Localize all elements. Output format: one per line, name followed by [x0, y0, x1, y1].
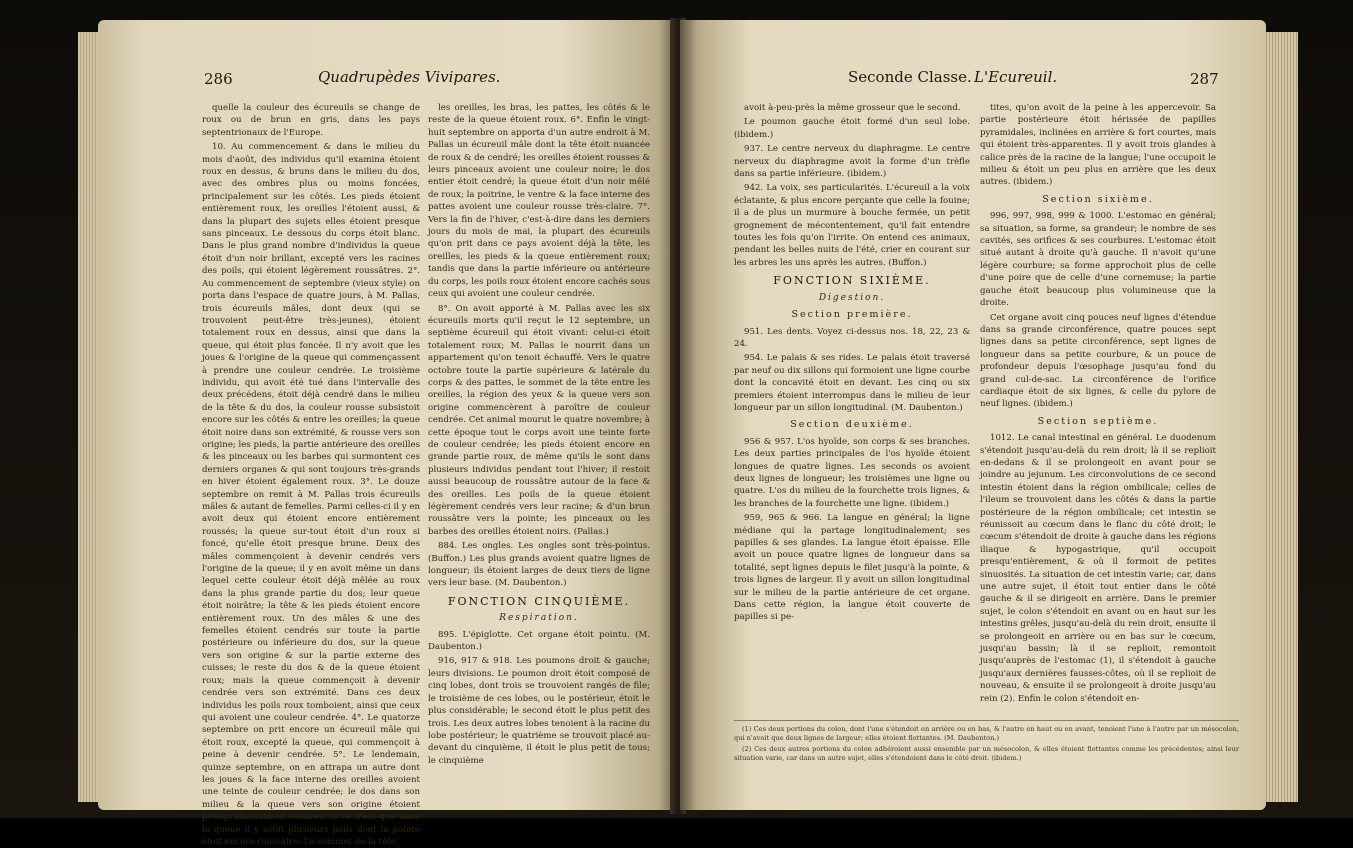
- right-page: [680, 20, 1266, 810]
- left-column-2: [428, 102, 650, 802]
- paragraph: 959, 965 & 966. La langue en général; la ligne médiane qui la partage longitudinalement; ses papilles & ses glandes. La langue étoit épaisse. Elle avoit un pouce quatre lignes de longueur dans sa totalité, sept lignes depuis le filet jusqu'à la pointe, & trois lignes de largeur. Il y avoit un sillon longitudinal sur le milieu de la partie antérieure de cet organe. Dans cette région, la langue étoit couverte de papilles si pe-: [734, 513, 970, 623]
- footnote: (2) Ces deux autres portions du colon adhéroient aussi ensemble par un mésocolon, & elles étoient flottantes comme les précédentes; ainsi leur situation varie, car dans un autre sujet, elles s'étendoient dans le côté droit. (ibidem.): [734, 745, 1239, 762]
- section-heading: FONCTION SIXIÈME.: [773, 274, 931, 288]
- paragraph: Le poumon gauche étoit formé d'un seul lobe. (ibidem.): [734, 117, 970, 140]
- paragraph: les oreilles, les bras, les pattes, les côtés & le reste de la queue étoient roux. 6°. Enfin le vingt-huit septembre on apporta d'un autre endroit à M. Pallas un écureuil mâle dont la tête étoit nuancée de roux & de cendré; les oreilles étoient rousses & leurs pinceaux avoient une couleur noire; le dos entier étoit cendré; la queue étoit d'un noir mêlé de roux; la poitrine, le ventre & la face interne des pattes avoient une couleur rousse très-claire. 7°. Vers la fin de l'hiver, c'est-à-dire dans les derniers jours du mois de mai, la plupart des écureuils qu'on prit dans ce pays avoient déjà la tête, les oreilles, les pieds & la queue entièrement roux; tandis que dans la partie inférieure ou antérieure du corps, les poils roux étoient encore cachés sous ceux qui avoient une couleur cendrée.: [428, 103, 650, 300]
- paragraph: 1012. Le canal intestinal en général. Le duodenum s'étendoit jusqu'au-delà du rein droit; là il se replioit en-dedans & il se prolongeoit en avant pour se joindre au jejunum. Les circonvolutions de ce second intestin étoient dans la région ombilicale; celles de l'ileum se trouvoient dans les côtés & dans la partie postérieure de la région ombilicale; cet intestin se réunissoit au cœcum dans le flanc du côté droit; le cœcum s'étendoit de droite à gauche dans les régions iliaque & hypogastrique, qu'il occupoit presqu'entièrement, & où il formoit de petites sinuosités. La situation de cet intestin varie; car, dans une autre sujet, il étoit tout entier dans le côté gauche & il se dirigeoit en arrière. Dans le premier sujet, le colon s'étendoit en avant ou en haut sur les intestins grêles, jusqu'au-delà du rein droit, ensuite il se prolongeoit en arrière ou en bas sur le cœcum, jusqu'au bassin; là il se replioit, remontoit jusqu'auprès de l'estomac (1), il s'étendoit à gauche jusqu'aux dernières fausses-côtes, où il se replioit de nouveau, & ensuite il se prolongeoit à droite jusqu'au rein (2). Enfin le colon s'étendoit en-: [980, 433, 1216, 704]
- paragraph: Cet organe avoit cinq pouces neuf lignes d'étendue dans sa grande circonférence, quatre pouces sept lignes dans sa petite circonférence, sept lignes de longueur dans sa petite courbure, & un pouce de profondeur depuis l'œsophage jusqu'au fond du grand cul-de-sac. La circonférence de l'orifice cardiaque étoit de six lignes, & celle du pylore de neuf lignes. (ibidem.): [980, 312, 1216, 410]
- right-column-2: [980, 102, 1216, 712]
- paragraph: 954. Le palais & ses rides. Le palais étoit traversé par neuf ou dix sillons qui formoient une ligne courbe dont la concavité étoit en devant. Les cinq ou six premiers étoient interrompus dans le milieu de leur longueur par un sillon longitudinal. (M. Daubenton.): [734, 353, 970, 413]
- paragraph: avoit à-peu-près la même grosseur que le second.: [744, 103, 961, 113]
- left-column-1: [202, 102, 421, 847]
- section-title: Section première.: [791, 309, 913, 321]
- paragraph: 956 & 957. L'os hyoïde, son corps & ses branches. Les deux parties principales de l'os hyoïde étoient longues de quatre lignes. Les seconds os avoient deux lignes de longueur; les troisièmes une ligne ou quatre. L'os du milieu de la fourchette trois lignes, & les branches de la fourchette une ligne. (ibidem.): [734, 436, 970, 509]
- paragraph: 916, 917 & 918. Les poumons droit & gauche; leurs divisions. Le poumon droit étoit composé de cinq lobes, dont trois se trouvoient rangés de file; le troisième de ces lobes, ou le postérieur, étoit le plus considérable; le second étoit le plus petit des trois. Les deux autres lobes tenoient à la racine du lobe postérieur; le quatrième se trouvoit placé au-devant du cinquième, il étoit le plus petit de tous; le cinquième: [428, 656, 650, 766]
- right-running-head-right: L'Ecureuil.: [974, 68, 1058, 86]
- right-running-head-left: Seconde Classe.: [848, 68, 972, 86]
- footnotes: [734, 720, 1239, 765]
- paragraph: 942. La voix, ses particularités. L'écureuil a la voix éclatante, & plus encore perçante que celle la fouine; il a de plus un murmure à bouche fermée, un petit grognement de mécontentement, qu'il fait entendre toutes les fois qu'on l'irrite. On entend ces animaux, pendant les belles nuits de l'été, crier en courant sur les arbres les uns après les autres. (Buffon.): [734, 183, 970, 268]
- right-column-1: [734, 102, 970, 712]
- paragraph: quelle la couleur des écureuils se change de roux ou de brun en gris, dans les pays septentrionaux de l'Europe.: [202, 103, 420, 138]
- left-page: [98, 20, 676, 847]
- section-title: Section deuxième.: [790, 419, 914, 431]
- left-page-number: 286: [204, 70, 233, 88]
- section-subheading: Respiration.: [499, 613, 579, 624]
- paragraph: 895. L'épiglotte. Cet organe étoit pointu. (M. Daubenton.): [428, 629, 650, 653]
- paragraph: tites, qu'on avoit de la peine à les appercevoir. Sa partie postérieure étoit hérissée de papilles pyramidales, inclinées en arrière & fort courtes, mais qui étoient très-apparentes. Il y avoit trois glandes à calice près de la racine de la langue; l'une occupoit le milieu & étoit un peu plus en arrière que les deux autres. (ibidem.): [980, 103, 1216, 188]
- section-title: Section sixième.: [1042, 193, 1154, 205]
- paragraph: 937. Le centre nerveux du diaphragme. Le centre nerveux du diaphragme avoit la forme d'un trèfle dans sa partie inférieure. (ibidem.): [734, 144, 970, 180]
- left-page-edges: [78, 32, 100, 802]
- right-page-number: 287: [1190, 70, 1219, 88]
- right-page-edges: [1264, 32, 1298, 802]
- paragraph: 951. Les dents. Voyez ci-dessus nos. 18, 22, 23 & 24.: [734, 326, 970, 349]
- left-running-head: Quadrupèdes Vivipares.: [318, 68, 501, 86]
- footnote: (1) Ces deux portions du colon, dont l'une s'étendoit en arrière ou en bas, & l'autre en haut ou en avant, tenoient l'une à l'autre par un mésocolon, qui n'avoit que deux lignes de largeur; elles étoient flottantes. (M. Daubenton.): [734, 725, 1239, 742]
- paragraph: 996, 997, 998, 999 & 1000. L'estomac en général; sa situation, sa forme, sa grandeur; le nombre de ses cavités, ses orifices & ses courbures. L'estomac étoit situé autant à droite qu'à gauche. Il n'avoit qu'une légère courbure; sa forme approchoit plus de celle d'une poire que de celle d'une cornemuse; la partie gauche étoit beaucoup plus volumineuse que la droite.: [980, 211, 1216, 309]
- paragraph: 884. Les ongles. Les ongles sont très-pointus. (Buffon.) Les plus grands avoient quatre lignes de longueur; ils étoient larges de deux tiers de ligne vers leur base. (M. Daubenton.): [428, 541, 650, 589]
- section-title: Section septième.: [1037, 415, 1159, 427]
- paragraph: 8°. On avoit apporté à M. Pallas avec les six écureuils morts qu'il reçut le 12 septembre, un septième écureuil qui étoit vivant: celui-ci étoit totalement roux; M. Pallas le nourrit dans un appartement qu'on tenoit échauffé. Vers le quatre octobre toute la partie supérieure & latérale du corps & des pattes, le sommet de la tête entre les oreilles, la région des yeux & la queue vers son origine commencèrent à paroître de couleur cendrée. Cet animal mourut le quatre novembre; à cette époque tout le corps avoit une teinte forte de couleur cendrée; les pieds étoient encore en grande partie roux, de même qu'ils le sont dans plusieurs individus pendant tout l'hiver; il restoit aussi beaucoup de roussâtre autour de la face & des oreilles. Les poils de la queue étoient légèrement cendrés vers leur racine; & d'un brun roussâtre vers la pointe; les pinceaux ou les barbes des oreilles étoient noirs. (Pallas.): [428, 303, 650, 537]
- section-subheading: Digestion.: [818, 292, 886, 303]
- paragraph: 10. Au commencement & dans le milieu du mois d'août, des individus qu'il examina étoient roux en dessus, & bruns dans le milieu du dos, avec des ombres plus ou moins foncées, principalement sur les côtés. Les pieds étoient entièrement roux, les oreilles l'étoient aussi, & dans la plupart des sujets elles étoient presque sans pinceaux. Le dessous du corps étoit blanc. Dans le plus grand nombre d'individus la queue étoit d'un noir brillant, excepté vers les racines des poils, qui étoient légèrement roussâtres. 2°. Au commencement de septembre (vieux style) on porta dans l'espace de quatre jours, à M. Pallas, trois écureuils mâles, dont deux (qui se trouvoient peut-être très-jeunes), étoient totalement roux en dessus, ainsi que dans la queue, qui étoit plus foncée. Il n'y avoit que les joues & l'origine de la queue qui commençassent à prendre une couleur cendrée. Le troisième individu, qui avoit été tué dans l'intervalle des deux précédens, étoit déjà cendré dans le milieu de la tête & du dos, la couleur rousse subsistoit encore sur les côtés & entre les oreilles; la queue étoit noire dans son extrémité, & rousse vers son origine; les pieds, la partie antérieure des oreilles & les pinceaux ou les barbes qui surmontent ces derniers organes & qui sont toujours très-grands en hiver étoient également roux. 3°. Le douze septembre on remit à M. Pallas trois écureuils mâles & autant de femelles. Parmi celles-ci il y en avoit deux qui étoient encore entièrement roussés; la queue sur-tout étoit d'un roux si foncé, qu'elle étoit presque brune. Deux des mâles commençoient à devenir cendrés vers l'origine de la queue; il y en avoit même un dans lequel cette couleur étoit déjà mêlée au roux dans la plus grande partie du dos; leur queue étoit noirâtre; la tête & les pieds étoient encore entièrement roux. Un des mâles & une des femelles étoient cendrés sur toute la partie postérieure ou inférieure du dos, sur la queue vers son origine & sur la partie externe des cuisses; le reste du dos & de la queue étoient roux; mais la queue commençoit à devenir cendrée vers son extrémité. Dans ces deux individus les poils roux tomboient, ainsi que ceux qui avoient une couleur cendrée. 4°. Le quatorze septembre on prit encore un écureuil mâle qui étoit roux, excepté la queue, qui commençoit à peine à devenir cendrée. 5°. Le lendemain, quinze septembre, on en attrapa un autre dont les joues & la face interne des oreilles avoient une teinte de couleur cendrée; le dos dans son milieu & la queue vers son origine étoient presqu'absolument cendrés, si ce n'est que dans la queue il y avoit plusieurs poils dont la pointe étoit encore roussâtre. Le sommet de la tête,: [202, 142, 421, 847]
- section-heading: FONCTION CINQUIÈME.: [447, 594, 631, 608]
